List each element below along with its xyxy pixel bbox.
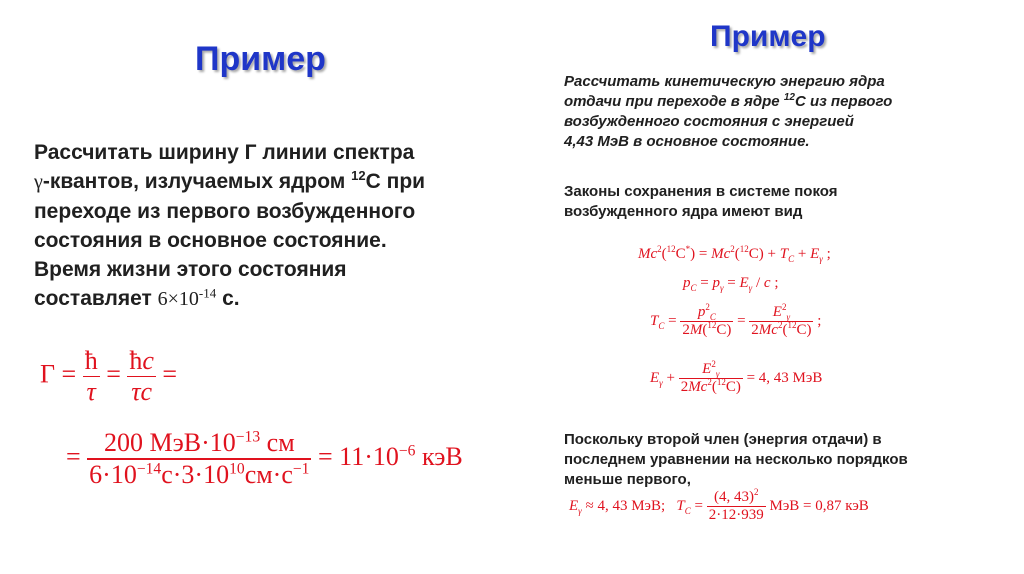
width-formula-definition: Γ = $\frac{ħ}{\tau}$ = $\frac{ħc}{\tau c}$ = xyxy=(40,346,178,406)
right-slide-title: Пример xyxy=(710,20,826,53)
recoil-result: МэВ = 0,87 кэВ xyxy=(769,497,869,514)
right-problem-statement xyxy=(564,72,984,152)
lifetime-exponent: -14 xyxy=(198,285,217,301)
left-problem-text: с. xyxy=(216,287,240,310)
numerator-exponent: −13 xyxy=(235,428,261,446)
right-problem-line: Рассчитать кинетическую энергию ядра xyxy=(564,73,885,90)
conservation-laws-line: Законы сохранения в системе покоя xyxy=(564,183,838,200)
recoil-numerator-exponent: 2 xyxy=(753,487,759,497)
denominator-unit-exponent: −1 xyxy=(292,460,310,478)
left-problem-text: составляет xyxy=(34,287,158,310)
lifetime-value xyxy=(157,285,217,310)
momentum-conservation-equation: $p_C = p_\gamma = E_\gamma / c$ ; xyxy=(683,275,779,293)
isotope-mass-number: 12 xyxy=(783,92,795,103)
recoil-energy-equation: $T_C$ = $\frac{p^2_C}{2M(^{12}C)}$ = $\frac{E^2_\gamma}{2Mc^2(^{12}C)}$ ; xyxy=(650,302,822,338)
gamma-symbol: γ xyxy=(34,171,43,193)
gamma-result-exponent: −6 xyxy=(398,442,416,460)
left-problem-line xyxy=(34,167,514,197)
denominator-tau-exponent: −14 xyxy=(136,460,162,478)
gamma-result-value: 11·10 xyxy=(339,441,399,471)
left-problem-line: состояния в основное состояние. xyxy=(34,229,387,252)
right-problem-line: 4,43 МэВ в основное состояние. xyxy=(564,133,810,150)
denominator-c-exponent: 10 xyxy=(229,460,245,478)
denominator-unit: см·с xyxy=(244,460,293,489)
left-problem-line: Рассчитать ширину Г линии спектра xyxy=(34,141,415,164)
conclusion-paragraph xyxy=(564,430,984,490)
right-problem-text: отдачи при переходе в ядре xyxy=(564,93,784,110)
right-problem-line xyxy=(564,92,984,112)
right-problem-text: С из первого xyxy=(794,93,893,110)
numerator-value: 200 МэВ·10 xyxy=(103,428,236,457)
isotope-mass-number: 12 xyxy=(351,168,366,183)
recoil-numerator: (4, 43) xyxy=(713,489,754,505)
conclusion-line: Поскольку второй член (энергия отдачи) в xyxy=(564,431,882,448)
conservation-laws-line: возбужденного ядра имеют вид xyxy=(564,203,803,220)
left-problem-text: С при xyxy=(365,170,426,193)
conclusion-line: меньше первого, xyxy=(564,471,691,488)
numerator-unit: см xyxy=(266,428,295,457)
width-formula-calculation: = $\frac{200 МэВ\cdot 10^{-13} см}{6\cdot 10^{-14}с\cdot 3\cdot 10^{10}см\cdot с^{-1}}$ = $11\cdot 10^{-6}$ кэВ xyxy=(66,428,463,489)
conclusion-line: последнем уравнении на несколько порядков xyxy=(564,451,908,468)
denominator-c: с·3·10 xyxy=(161,460,230,489)
e-gamma-value: 4, 43 МэВ xyxy=(597,497,661,514)
final-result-equation: $E_\gamma \approx 4$, 43 МэВ; $T_C$ = $\frac{(4, 43)^2}{2\cdot 12\cdot 939}$ МэВ = 0,87 кэВ xyxy=(569,487,869,523)
lifetime-mantissa: 6×10 xyxy=(157,288,199,310)
right-problem-line: возбужденного состояния с энергией xyxy=(564,113,854,130)
gamma-result-unit: кэВ xyxy=(421,441,463,471)
energy-conservation-equation: $Mc^2(^{12}C^*) = Mc^2(^{12}C) + T_C + E_\gamma$ ; xyxy=(638,244,831,264)
total-energy-equation: $E_\gamma$ + $\frac{E^2_\gamma}{2Mc^2(^{12}C)}$ = 4, 43 МэВ xyxy=(650,359,823,395)
conservation-laws-intro xyxy=(564,182,984,222)
left-problem-text: -квантов, излучаемых ядром xyxy=(42,170,352,193)
left-problem-line xyxy=(34,284,514,314)
denominator-tau: 6·10 xyxy=(89,460,137,489)
left-problem-line: переходе из первого возбужденного xyxy=(34,200,416,223)
left-problem-statement xyxy=(34,138,514,314)
left-problem-line: Время жизни этого состояния xyxy=(34,258,347,281)
left-slide-title: Пример xyxy=(195,40,326,78)
recoil-denominator: 2·12·939 xyxy=(708,507,764,523)
